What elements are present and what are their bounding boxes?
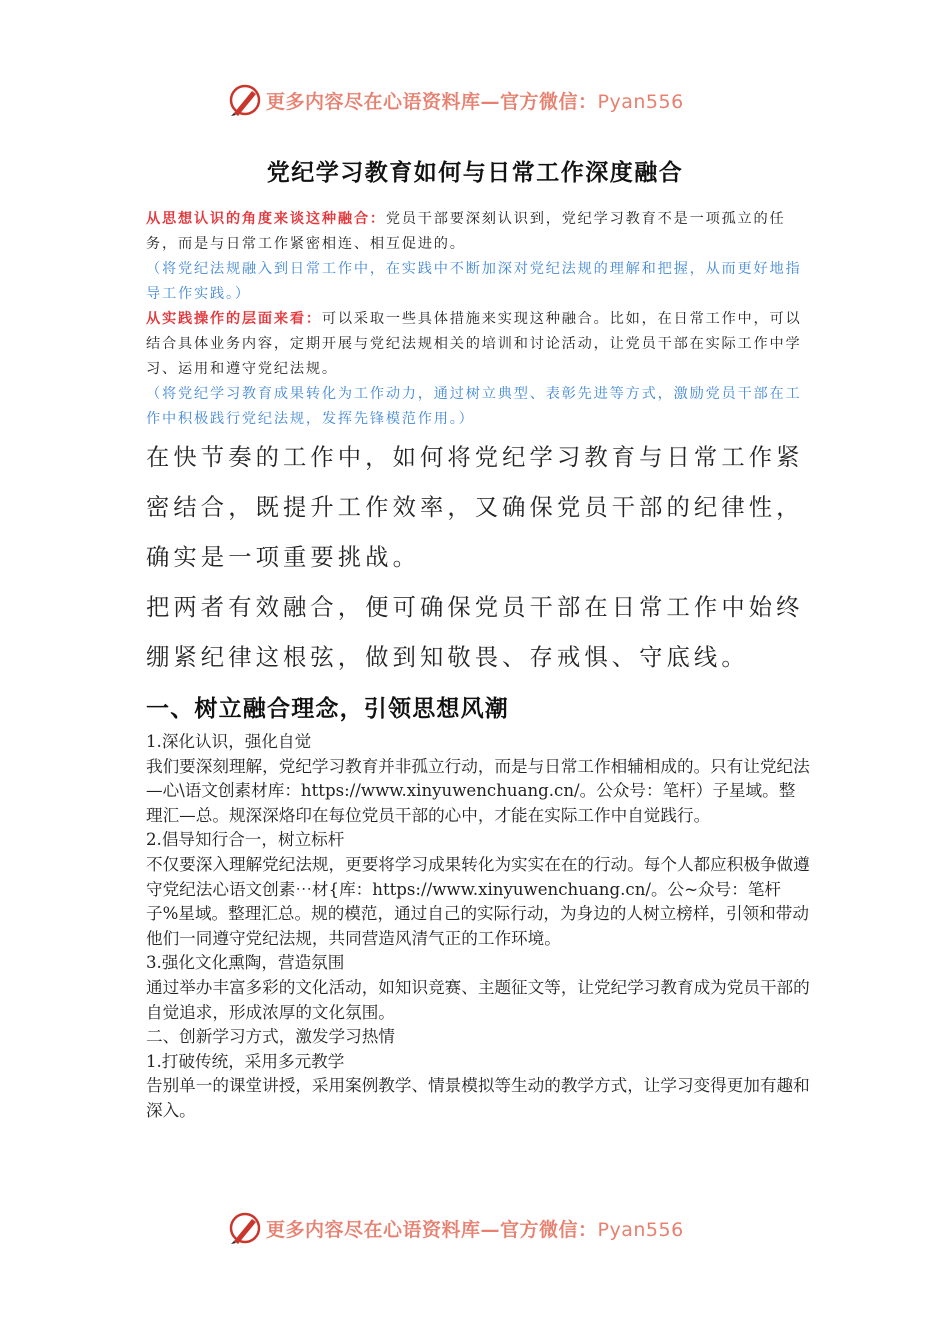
banner-wechat-id: Pyan556: [597, 90, 684, 113]
banner-text: 更多内容尽在心语资料库—官方微信：Pyan556: [266, 1218, 684, 1241]
section-1-heading: 一、树立融合理念，引领思想风潮: [146, 696, 509, 722]
lead-paragraph-1: 在快节奏的工作中，如何将党纪学习教育与日常工作紧密结合，既提升工作效率，又确保党员干部的纪律性，确实是一项重要挑战。: [146, 444, 804, 571]
body-paragraph: 通过举办丰富多彩的文化活动，如知识竞赛、主题征文等，让党纪学习教育成为党员干部的自觉追求，形成浓厚的文化氛围。: [146, 977, 810, 1022]
lead-paragraph-2: 把两者有效融合，便可确保党员干部在日常工作中始终绷紧纪律这根弦，做到知敬畏、存戒惧、守底线。: [146, 594, 804, 671]
subheading: 1.深化认识，强化自觉: [146, 732, 312, 751]
pen-logo-icon: [228, 1211, 262, 1245]
intro-note-2: （将党纪学习教育成果转化为工作动力，通过树立典型、表彰先进等方式，激励党员干部在工作中积极践行党纪法规，发挥先锋模范作用。）: [146, 386, 802, 427]
intro-label-2: 从实践操作的层面来看：: [146, 311, 322, 327]
document-body: [146, 730, 810, 1124]
intro-label-1: 从思想认识的角度来谈这种融合：: [146, 211, 386, 227]
subheading: 2.倡导知行合一，树立标杆: [146, 830, 345, 850]
intro-paragraph-1: [146, 207, 808, 257]
document-title: 党纪学习教育如何与日常工作深度融合: [266, 160, 684, 186]
footer-banner: [0, 1208, 950, 1248]
intro-text-1: 党员干部要深刻认识到，党纪学习教育不是一项孤立的任务，而是与日常工作紧密相连、相互促进的。: [146, 211, 786, 252]
body-paragraph: 我们要深刻理解，党纪学习教育并非孤立行动，而是与日常工作相辅相成的。只有让党纪法—心\语文创素材库：https://www.xinyuwenchuang.cn/。公众号：笔杆）子星域。整理汇—总。规深深烙印在每位党员干部的心中，才能在实际工作中自觉践行。: [146, 756, 810, 825]
subheading: 3.强化文化熏陶，营造氛围: [146, 953, 345, 973]
banner-text: 更多内容尽在心语资料库—官方微信：Pyan556: [266, 90, 684, 113]
body-paragraph: 告别单一的课堂讲授，采用案例教学、情景模拟等生动的教学方式，让学习变得更加有趣和深入。: [146, 1076, 810, 1120]
pen-logo-icon: [228, 83, 262, 117]
intro-note-1: （将党纪法规融入到日常工作中，在实践中不断加深对党纪法规的理解和把握，从而更好地指导工作实践。）: [146, 261, 802, 302]
section-2-heading: 二、创新学习方式，激发学习热情: [146, 1027, 395, 1047]
intro-paragraph-2: [146, 307, 808, 382]
banner-wechat-id: Pyan556: [597, 1218, 684, 1241]
subheading: 1.打破传统，采用多元教学: [146, 1051, 345, 1071]
intro-text-2: 可以采取一些具体措施来实现这种融合。比如，在日常工作中，可以结合具体业务内容，定期开展与党纪法规相关的培训和讨论活动，让党员干部在实际工作中学习、运用和遵守党纪法规。: [146, 311, 802, 377]
header-banner: [0, 80, 950, 120]
body-paragraph: 不仅要深入理解党纪法规，更要将学习成果转化为实实在在的行动。每个人都应积极争做遵守党纪法心语文创素⋯材{库：https://www.xinyuwenchuang.cn/。公~众号：笔杆子%星域。整理汇总。规的模范，通过自己的实际行动，为身边的人树立榜样，引领和带动他们一同遵守党纪法规，共同营造风清气正的工作环境。: [146, 854, 810, 948]
